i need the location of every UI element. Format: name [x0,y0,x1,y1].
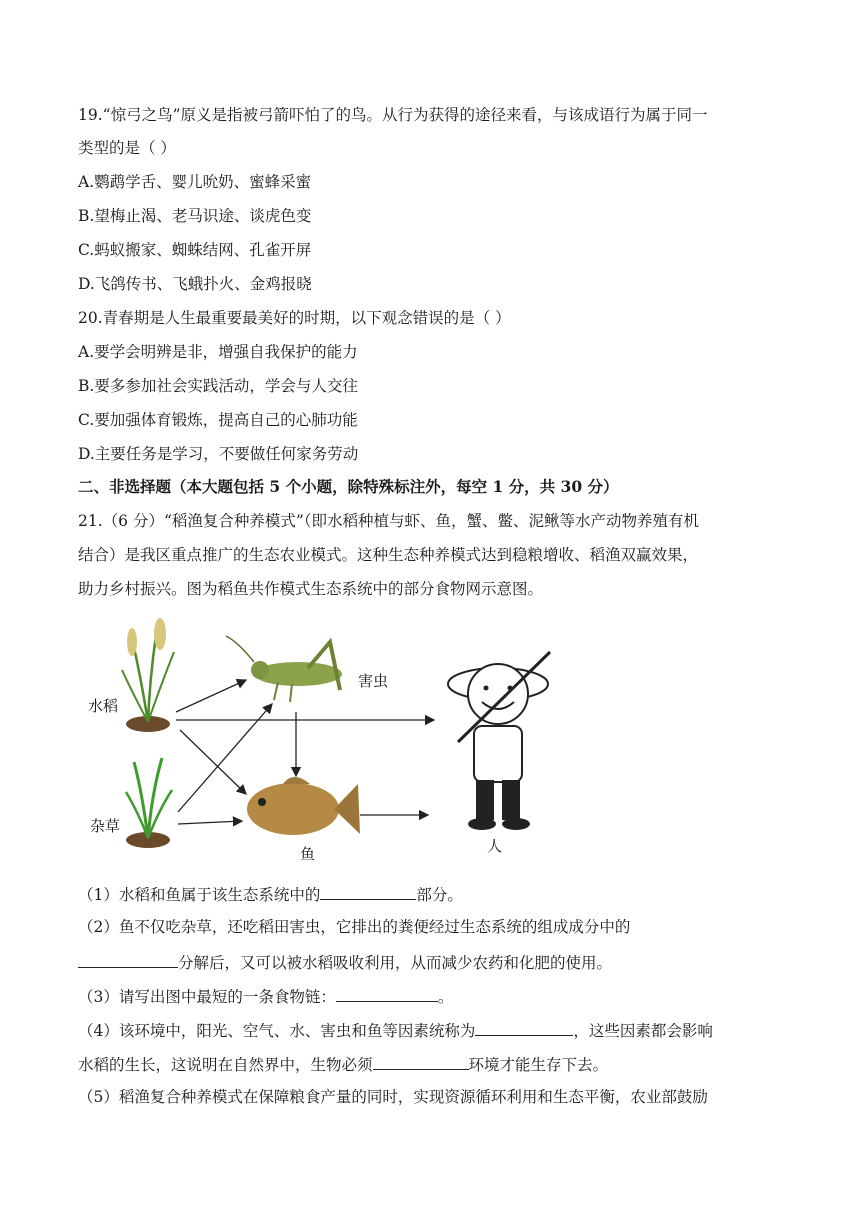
q20-option-b: B.要多参加社会实践活动，学会与人交往 [78,377,358,395]
grasshopper-icon [226,636,342,702]
q21-part4-text-a: （4）该环境中，阳光、空气、水、害虫和鱼等因素统称为 [78,1022,476,1040]
q21-part3-text-a: （3）请写出图中最短的一条食物链： [78,988,336,1006]
q21-part3 [78,984,453,1008]
q21-part2-line1: （2）鱼不仅吃杂草，还吃稻田害虫，它排出的粪便经过生态系统的组成成分中的 [78,918,631,936]
q21-part1-text-b: 部分。 [416,886,463,904]
rice-plant-icon [122,618,174,732]
fish-icon [247,777,360,835]
q20-option-d: D.主要任务是学习，不要做任何家务劳动 [78,445,359,463]
q21-part4-text-b: ，这些因素都会影响 [573,1022,713,1040]
q19-option-d: D.飞鸽传书、飞蛾扑火、金鸡报晓 [78,275,312,293]
q21-part1 [78,882,463,906]
q19-option-c: C.蚂蚁搬家、蜘蛛结网、孔雀开屏 [78,241,312,259]
q21-part4-text-d: 环境才能生存下去。 [468,1056,609,1074]
label-person: 人 [487,837,503,855]
weed-icon [126,758,172,848]
q19-option-b: B.望梅止渴、老马识途、谈虎色变 [78,207,312,225]
q21-part2-line2 [78,950,612,974]
label-rice: 水稻 [88,697,119,715]
q19-stem-line1: 19.“惊弓之鸟”原义是指被弓箭吓怕了的鸟。从行为获得的途径来看，与该成语行为属于同一 [78,106,708,124]
q19-option-a: A.鹦鹉学舌、婴儿吮奶、蜜蜂采蜜 [78,173,312,191]
label-weed: 杂草 [90,817,121,835]
q21-part4-line2 [78,1052,608,1076]
answer-blank-1[interactable] [320,882,416,900]
q21-part3-text-b: 。 [437,988,454,1006]
q21-intro-line2: 结合）是我区重点推广的生态农业模式。这种生态种养模式达到稳粮增收、稻渔双赢效果， [78,546,699,564]
section2-heading: 二、非选择题（本大题包括 5 个小题，除特殊标注外，每空 1 分，共 30 分） [78,477,619,496]
answer-blank-4[interactable] [475,1018,573,1036]
answer-blank-3[interactable] [336,984,438,1002]
q21-intro-line3: 助力乡村振兴。图为稻鱼共作模式生态系统中的部分食物网示意图。 [78,580,544,598]
food-web-diagram [78,612,578,852]
farmer-icon [448,652,550,830]
q21-part4-text-c: 水稻的生长，这说明在自然界中，生物必须 [78,1056,373,1074]
answer-blank-5[interactable] [373,1052,469,1070]
q20-stem: 20.青春期是人生最重要最美好的时期，以下观念错误的是（ ） [78,309,511,327]
q20-option-a: A.要学会明辨是非，增强自我保护的能力 [78,343,358,361]
label-fish: 鱼 [300,845,316,863]
label-pest: 害虫 [358,672,389,690]
q21-part1-text-a: （1）水稻和鱼属于该生态系统中的 [78,886,321,904]
q21-intro-line1: 21.（6 分）“稻渔复合种养模式”（即水稻种植与虾、鱼，蟹、鳖、泥鳅等水产动物养殖有机 [78,512,700,530]
answer-blank-2[interactable] [78,950,178,968]
q20-option-c: C.要加强体育锻炼，提高自己的心肺功能 [78,411,358,429]
q21-part2-text-b: 分解后，又可以被水稻吸收利用，从而减少农药和化肥的使用。 [178,954,613,972]
q21-part5: （5）稻渔复合种养模式在保障粮食产量的同时，实现资源循环利用和生态平衡，农业部鼓励 [78,1088,708,1106]
q21-part4-line1 [78,1018,713,1042]
q19-stem-line2: 类型的是（ ） [78,139,176,157]
